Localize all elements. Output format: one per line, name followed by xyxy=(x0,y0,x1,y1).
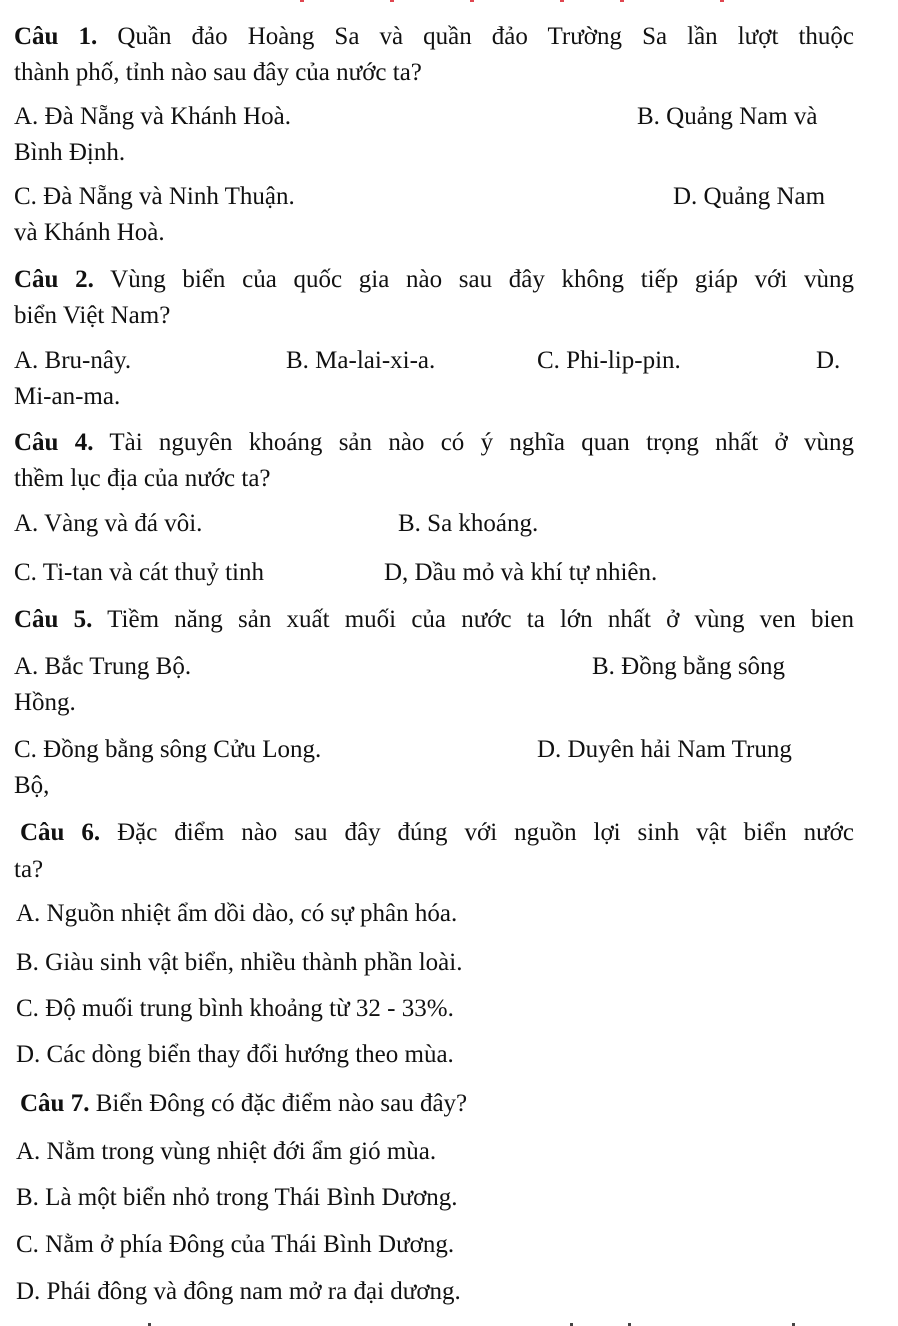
question-6-text-line2: ta? xyxy=(14,856,44,883)
question-7-label: Câu 7. xyxy=(20,1090,90,1117)
question-4-text-line1 xyxy=(14,428,854,458)
question-7-text-line1 xyxy=(20,1089,854,1119)
question-5-option-d-cont: Bộ, xyxy=(14,772,50,799)
question-2-text-line2: biển Việt Nam? xyxy=(14,302,171,329)
top-mark xyxy=(390,0,394,2)
question-5-option-b-cont: Hồng. xyxy=(14,689,76,716)
question-5-label: Câu 5. xyxy=(14,606,93,633)
question-2-option-b: B. Ma-lai-xi-a. xyxy=(286,347,436,374)
question-1-option-b-cont: Bình Định. xyxy=(14,139,126,166)
bottom-edge-marks xyxy=(0,1320,898,1326)
question-5-option-d: D. Duyên hải Nam Trung xyxy=(537,736,792,763)
question-6-option-b: B. Giàu sinh vật biển, nhiều thành phần loài. xyxy=(16,949,463,976)
question-1-text: Quần đảo Hoàng Sa và quần đảo Trường Sa lần lượt thuộc xyxy=(97,23,854,50)
question-1-option-d: D. Quảng Nam xyxy=(673,183,826,210)
question-2-label: Câu 2. xyxy=(14,266,94,293)
question-5-text-line1 xyxy=(14,605,854,635)
question-4-text-line2: thềm lục địa của nước ta? xyxy=(14,465,271,492)
question-4-option-d: D, Dầu mỏ và khí tự nhiên. xyxy=(384,559,658,586)
question-2-text: Vùng biển của quốc gia nào sau đây không tiếp giáp với vùng xyxy=(93,266,854,293)
question-5-option-c: C. Đồng bằng sông Cửu Long. xyxy=(14,736,322,763)
question-1-text-line1 xyxy=(14,22,854,52)
question-6-label: Câu 6. xyxy=(20,819,101,846)
question-7-text: Biển Đông có đặc điểm nào sau đây? xyxy=(89,1090,468,1117)
question-1-option-a: A. Đà Nẵng và Khánh Hoà. xyxy=(14,103,292,130)
question-1-option-d-cont: và Khánh Hoà. xyxy=(14,219,165,246)
question-6-option-c: C. Độ muối trung bình khoảng từ 32 - 33%. xyxy=(16,995,454,1022)
question-2-option-c: C. Phi-lip-pin. xyxy=(537,347,681,374)
question-2-option-d-cont: Mi-an-ma. xyxy=(14,383,121,410)
question-1-option-c: C. Đà Nẵng và Ninh Thuận. xyxy=(14,183,295,210)
question-7-option-a: A. Nằm trong vùng nhiệt đới ẩm gió mùa. xyxy=(16,1138,437,1165)
question-4-text: Tài nguyên khoáng sản nào có ý nghĩa quan trọng nhất ở vùng xyxy=(93,429,854,456)
question-6-option-d: D. Các dòng biển thay đổi hướng theo mùa. xyxy=(16,1041,454,1068)
question-4-option-c: C. Ti-tan và cát thuỷ tinh xyxy=(14,559,264,586)
question-1-text-line2: thành phố, tỉnh nào sau đây của nước ta? xyxy=(14,59,422,86)
top-mark xyxy=(620,0,624,2)
question-4-label: Câu 4. xyxy=(14,429,94,456)
question-2-option-d: D. xyxy=(816,347,841,374)
question-2-text-line1 xyxy=(14,265,854,295)
question-6-text: Đặc điểm nào sau đây đúng với nguồn lợi sinh vật biển nước xyxy=(100,819,854,846)
top-mark xyxy=(470,0,474,2)
question-5-option-b: B. Đồng bằng sông xyxy=(592,653,786,680)
question-1-label: Câu 1. xyxy=(14,23,98,50)
question-4-option-a: A. Vàng và đá vôi. xyxy=(14,510,203,537)
question-1-option-b: B. Quảng Nam và xyxy=(637,103,818,130)
question-4-option-b: B. Sa khoáng. xyxy=(398,510,539,537)
top-mark xyxy=(560,0,564,2)
question-5-text: Tiềm năng sản xuất muối của nước ta lớn nhất ở vùng ven bien xyxy=(92,606,854,633)
top-mark xyxy=(300,0,304,2)
question-2-option-a: A. Bru-nây. xyxy=(14,347,132,374)
question-7-option-b: B. Là một biển nhỏ trong Thái Bình Dương. xyxy=(16,1184,458,1211)
question-5-option-a: A. Bắc Trung Bộ. xyxy=(14,653,192,680)
question-7-option-c: C. Nằm ở phía Đông của Thái Bình Dương. xyxy=(16,1231,455,1258)
top-mark xyxy=(720,0,724,2)
question-6-text-line1 xyxy=(20,818,854,848)
top-edge-marks xyxy=(0,0,898,6)
question-6-option-a: A. Nguồn nhiệt ẩm dồi dào, có sự phân hóa. xyxy=(16,900,458,927)
question-7-option-d: D. Phái đông và đông nam mở ra đại dương. xyxy=(16,1278,461,1305)
